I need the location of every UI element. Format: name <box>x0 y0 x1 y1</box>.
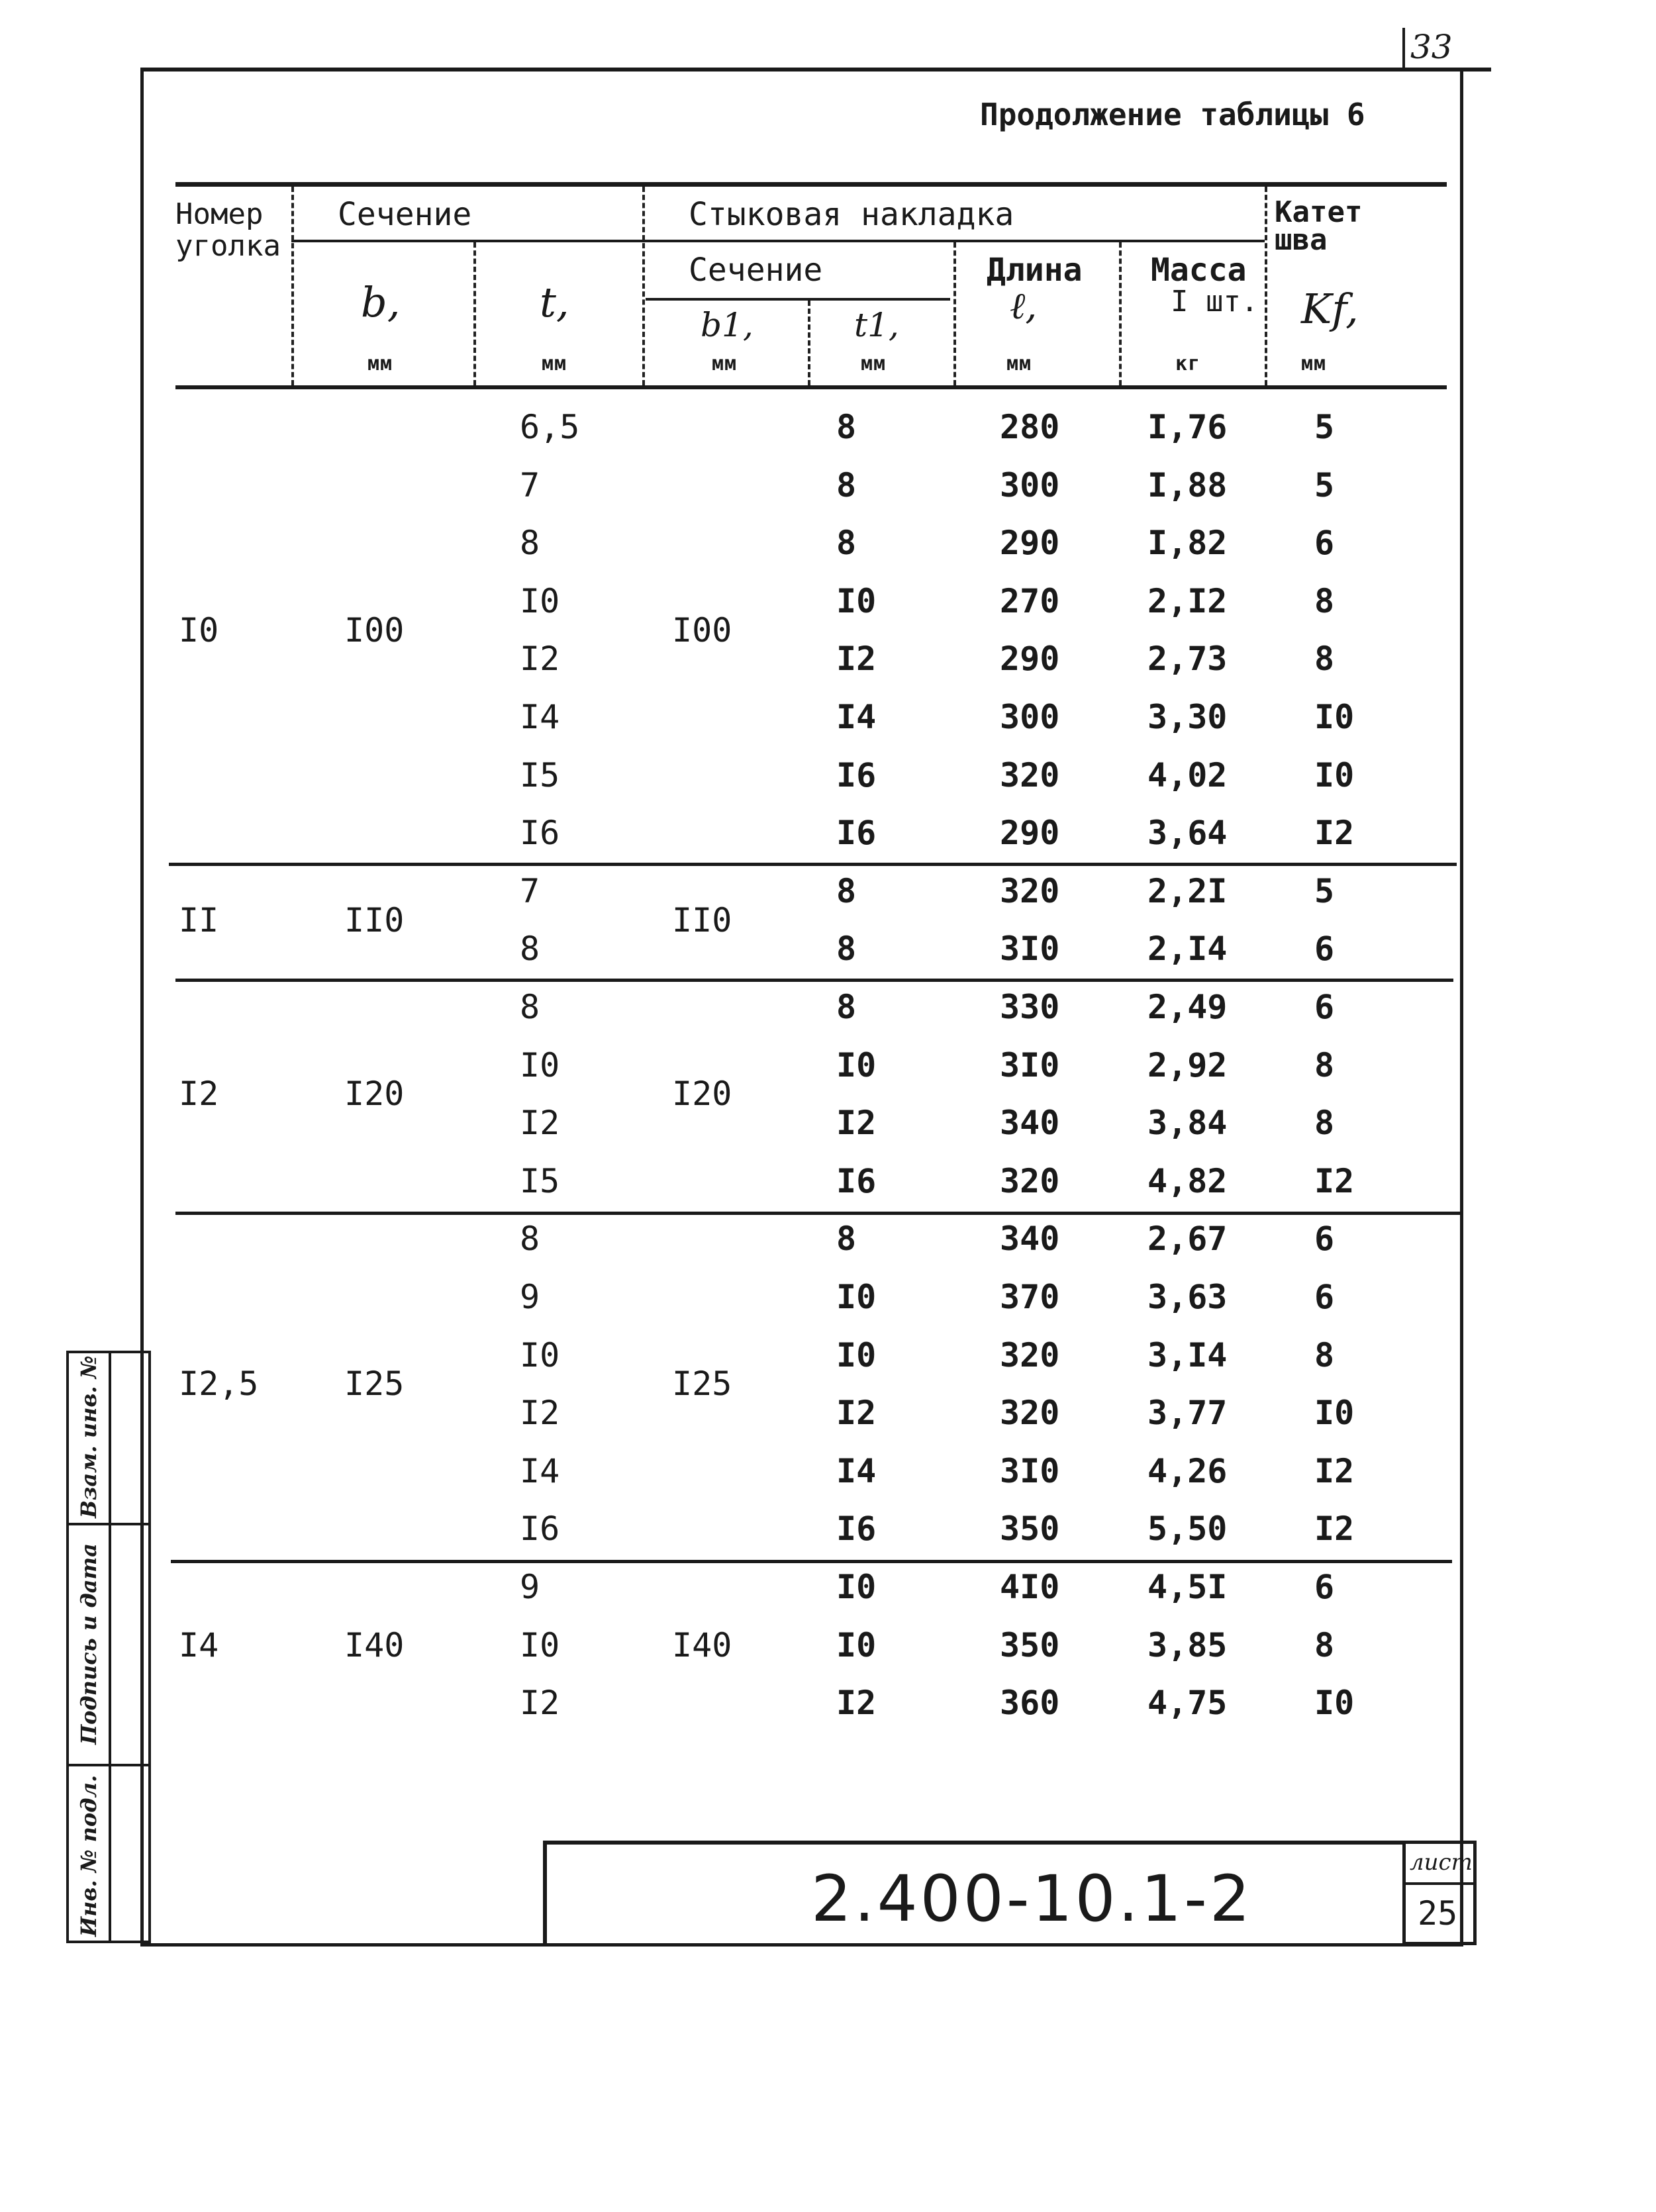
cell-length: 3I0 <box>1000 930 1060 969</box>
cell-mass: 3,30 <box>1147 698 1228 736</box>
col-sep-5 <box>953 242 956 385</box>
cell-t1: 8 <box>836 988 857 1026</box>
cell-t: I5 <box>520 755 560 794</box>
cell-mass: 3,84 <box>1147 1104 1228 1143</box>
cell-t1: 8 <box>836 524 857 563</box>
cell-mass: 4,75 <box>1147 1684 1228 1723</box>
cell-kf: 6 <box>1314 988 1335 1026</box>
group-section-b: I25 <box>344 1365 405 1404</box>
cell-kf: 5 <box>1314 465 1335 505</box>
cell-length: 4I0 <box>1000 1568 1060 1606</box>
cell-t1: I2 <box>836 1394 877 1433</box>
cell-kf: 8 <box>1314 640 1335 679</box>
cell-t1: I0 <box>836 1625 877 1664</box>
group-angle-number: I2,5 <box>179 1365 259 1404</box>
col-sep-2 <box>473 242 476 385</box>
cell-kf: 5 <box>1314 871 1335 910</box>
cell-length: 320 <box>1000 1335 1060 1374</box>
header-angle-number: Номер уголка <box>175 197 281 263</box>
cell-kf: 6 <box>1314 930 1335 969</box>
cell-length: 320 <box>1000 871 1060 910</box>
header-mass: Масса <box>1151 252 1247 289</box>
col-sep-4 <box>808 301 810 385</box>
cell-t: I0 <box>520 1625 560 1664</box>
sheet-box <box>1402 1841 1477 1945</box>
col-sep-6 <box>1119 242 1122 385</box>
cell-kf: 6 <box>1314 1220 1335 1259</box>
cell-t1: 8 <box>836 408 857 446</box>
group-section-b: I40 <box>344 1625 405 1664</box>
cell-t: 6,5 <box>520 408 580 446</box>
symbol-t: t, <box>540 278 569 326</box>
cell-length: 320 <box>1000 1161 1060 1200</box>
cell-mass: I,88 <box>1147 465 1228 505</box>
cell-length: 290 <box>1000 814 1060 853</box>
unit-t: мм <box>542 352 567 375</box>
cell-mass: 2,2I <box>1147 871 1228 910</box>
col-sep-7 <box>1265 187 1267 385</box>
cell-t: I0 <box>520 1335 560 1374</box>
cell-t1: I2 <box>836 640 877 679</box>
cell-mass: 3,64 <box>1147 814 1228 853</box>
cell-mass: 3,63 <box>1147 1278 1228 1316</box>
cell-length: 3I0 <box>1000 1045 1060 1084</box>
group-angle-number: I0 <box>179 610 219 649</box>
cell-length: 350 <box>1000 1625 1060 1664</box>
sheet-number: 25 <box>1418 1894 1458 1933</box>
cell-t: 8 <box>520 1220 540 1259</box>
cell-mass: 4,82 <box>1147 1161 1228 1200</box>
cell-kf: I2 <box>1314 1161 1355 1200</box>
symbol-kf: Kf, <box>1301 285 1359 333</box>
cell-length: 330 <box>1000 988 1060 1026</box>
sheet-divider <box>1406 1882 1473 1885</box>
cell-kf: I0 <box>1314 1684 1355 1723</box>
side-stamp-divider-v <box>109 1353 111 1941</box>
cell-t: I5 <box>520 1161 560 1200</box>
cell-mass: 3,77 <box>1147 1394 1228 1433</box>
cell-mass: 4,5I <box>1147 1568 1228 1606</box>
cell-t: I4 <box>520 698 560 736</box>
cell-t: I0 <box>520 1045 560 1084</box>
cell-t1: I0 <box>836 1335 877 1374</box>
cell-mass: 2,I2 <box>1147 581 1228 620</box>
cell-t1: I0 <box>836 1278 877 1316</box>
cell-t: 8 <box>520 988 540 1026</box>
unit-t1: мм <box>861 352 887 375</box>
cell-t: I2 <box>520 640 560 679</box>
symbol-b: b, <box>361 278 401 326</box>
group-rule-4 <box>171 1560 1452 1563</box>
cell-kf: 8 <box>1314 1045 1335 1084</box>
cell-kf: I0 <box>1314 1394 1355 1433</box>
cell-t: 8 <box>520 930 540 969</box>
side-stamp-field-1: Взам. инв. № <box>76 1355 101 1518</box>
cell-kf: I2 <box>1314 1451 1355 1490</box>
cell-kf: I0 <box>1314 755 1355 794</box>
cell-length: 280 <box>1000 408 1060 446</box>
cell-t1: I0 <box>836 581 877 620</box>
unit-l: мм <box>1006 352 1032 375</box>
cell-mass: 2,92 <box>1147 1045 1228 1084</box>
col-sep-3 <box>642 187 645 385</box>
cell-t1: I4 <box>836 698 877 736</box>
cell-length: 270 <box>1000 581 1060 620</box>
header-top-rule <box>175 182 1447 187</box>
cell-length: 3I0 <box>1000 1451 1060 1490</box>
group-plate-b1: I00 <box>672 610 732 649</box>
cell-t1: I6 <box>836 814 877 853</box>
cell-kf: 8 <box>1314 1335 1335 1374</box>
group-plate-b1: I25 <box>672 1365 732 1404</box>
cell-t1: I4 <box>836 1451 877 1490</box>
cell-t: I6 <box>520 814 560 853</box>
cell-mass: 4,02 <box>1147 755 1228 794</box>
cell-kf: 8 <box>1314 581 1335 620</box>
cell-length: 340 <box>1000 1104 1060 1143</box>
group-angle-number: I2 <box>179 1075 219 1114</box>
cell-kf: 6 <box>1314 1278 1335 1316</box>
cell-t: I4 <box>520 1451 560 1490</box>
cell-length: 320 <box>1000 755 1060 794</box>
table-caption: Продолжение таблицы 6 <box>980 97 1365 132</box>
cell-t: I2 <box>520 1104 560 1143</box>
cell-t1: I6 <box>836 1510 877 1549</box>
cell-kf: 6 <box>1314 1568 1335 1606</box>
symbol-b1: b1, <box>701 306 754 344</box>
cell-length: 320 <box>1000 1394 1060 1433</box>
cell-mass: 2,67 <box>1147 1220 1228 1259</box>
cell-kf: 8 <box>1314 1104 1335 1143</box>
cell-t: I6 <box>520 1510 560 1549</box>
cell-length: 290 <box>1000 524 1060 563</box>
cell-mass: I,76 <box>1147 408 1228 446</box>
unit-kf: мм <box>1301 352 1327 375</box>
group-angle-number: I4 <box>179 1625 219 1664</box>
cell-t: 7 <box>520 465 540 505</box>
cell-t1: 8 <box>836 465 857 505</box>
cell-t: 7 <box>520 871 540 910</box>
unit-b1: мм <box>712 352 738 375</box>
cell-length: 370 <box>1000 1278 1060 1316</box>
cell-length: 350 <box>1000 1510 1060 1549</box>
cell-t1: I6 <box>836 1161 877 1200</box>
cell-t1: 8 <box>836 930 857 969</box>
header-length: Длина <box>987 252 1083 289</box>
header-mass-count: I шт. <box>1171 285 1259 318</box>
cell-t1: I0 <box>836 1045 877 1084</box>
cell-mass: 2,I4 <box>1147 930 1228 969</box>
group-section-b: II0 <box>344 900 405 939</box>
cell-mass: 4,26 <box>1147 1451 1228 1490</box>
cell-kf: 8 <box>1314 1625 1335 1664</box>
cell-t: 8 <box>520 524 540 563</box>
cell-kf: 5 <box>1314 408 1335 446</box>
cell-length: 300 <box>1000 698 1060 736</box>
cell-length: 290 <box>1000 640 1060 679</box>
cell-t1: I6 <box>836 755 877 794</box>
cell-t1: I2 <box>836 1684 877 1723</box>
header-plate-section: Сечение <box>689 252 823 289</box>
cell-t1: 8 <box>836 871 857 910</box>
group-section-b: I00 <box>344 610 405 649</box>
page-number <box>1402 28 1405 68</box>
group-rule-1 <box>169 863 1457 866</box>
cell-length: 340 <box>1000 1220 1060 1259</box>
side-stamp-divider-2 <box>69 1764 148 1766</box>
col-sep-1 <box>291 187 294 385</box>
cell-t: I2 <box>520 1394 560 1433</box>
cell-t1: I2 <box>836 1104 877 1143</box>
cell-kf: I0 <box>1314 698 1355 736</box>
cell-kf: 6 <box>1314 524 1335 563</box>
cell-t: I2 <box>520 1684 560 1723</box>
side-stamp <box>66 1351 151 1943</box>
unit-mass: кг <box>1175 352 1201 375</box>
cell-mass: 2,49 <box>1147 988 1228 1026</box>
cell-t: I0 <box>520 581 560 620</box>
group-plate-b1: II0 <box>672 900 732 939</box>
side-stamp-field-3: Инв. № подл. <box>76 1774 101 1937</box>
symbol-l: ℓ, <box>1010 285 1038 328</box>
cell-mass: 3,85 <box>1147 1625 1228 1664</box>
cell-length: 360 <box>1000 1684 1060 1723</box>
unit-b: мм <box>367 352 393 375</box>
cell-length: 300 <box>1000 465 1060 505</box>
group-rule-3 <box>175 1212 1463 1215</box>
cell-mass: 2,73 <box>1147 640 1228 679</box>
header-sub-rule-2 <box>646 298 950 301</box>
side-stamp-divider-1 <box>69 1523 148 1525</box>
cell-mass: I,82 <box>1147 524 1228 563</box>
cell-t1: 8 <box>836 1220 857 1259</box>
group-rule-2 <box>175 979 1453 982</box>
cell-t: 9 <box>520 1278 540 1316</box>
header-weld-leg: Катет шва <box>1275 195 1363 257</box>
document-code: 2.400-10.1-2 <box>811 1862 1253 1936</box>
group-plate-b1: I20 <box>672 1075 732 1114</box>
symbol-t1: t1, <box>854 306 899 344</box>
cell-kf: I2 <box>1314 1510 1355 1549</box>
group-angle-number: II <box>179 900 219 939</box>
cell-mass: 5,50 <box>1147 1510 1228 1549</box>
header-bottom-rule <box>175 385 1447 389</box>
cell-kf: I2 <box>1314 814 1355 853</box>
sheet-label: лист <box>1410 1849 1473 1876</box>
page-number-text: 33 <box>1410 28 1453 66</box>
group-plate-b1: I40 <box>672 1625 732 1664</box>
group-section-b: I20 <box>344 1075 405 1114</box>
side-stamp-field-2: Подпись и дата <box>76 1543 101 1745</box>
header-splice-plate: Стыковая накладка <box>689 196 1014 233</box>
cell-t1: I0 <box>836 1568 877 1606</box>
cell-mass: 3,I4 <box>1147 1335 1228 1374</box>
header-section: Сечение <box>338 196 472 233</box>
cell-t: 9 <box>520 1568 540 1606</box>
